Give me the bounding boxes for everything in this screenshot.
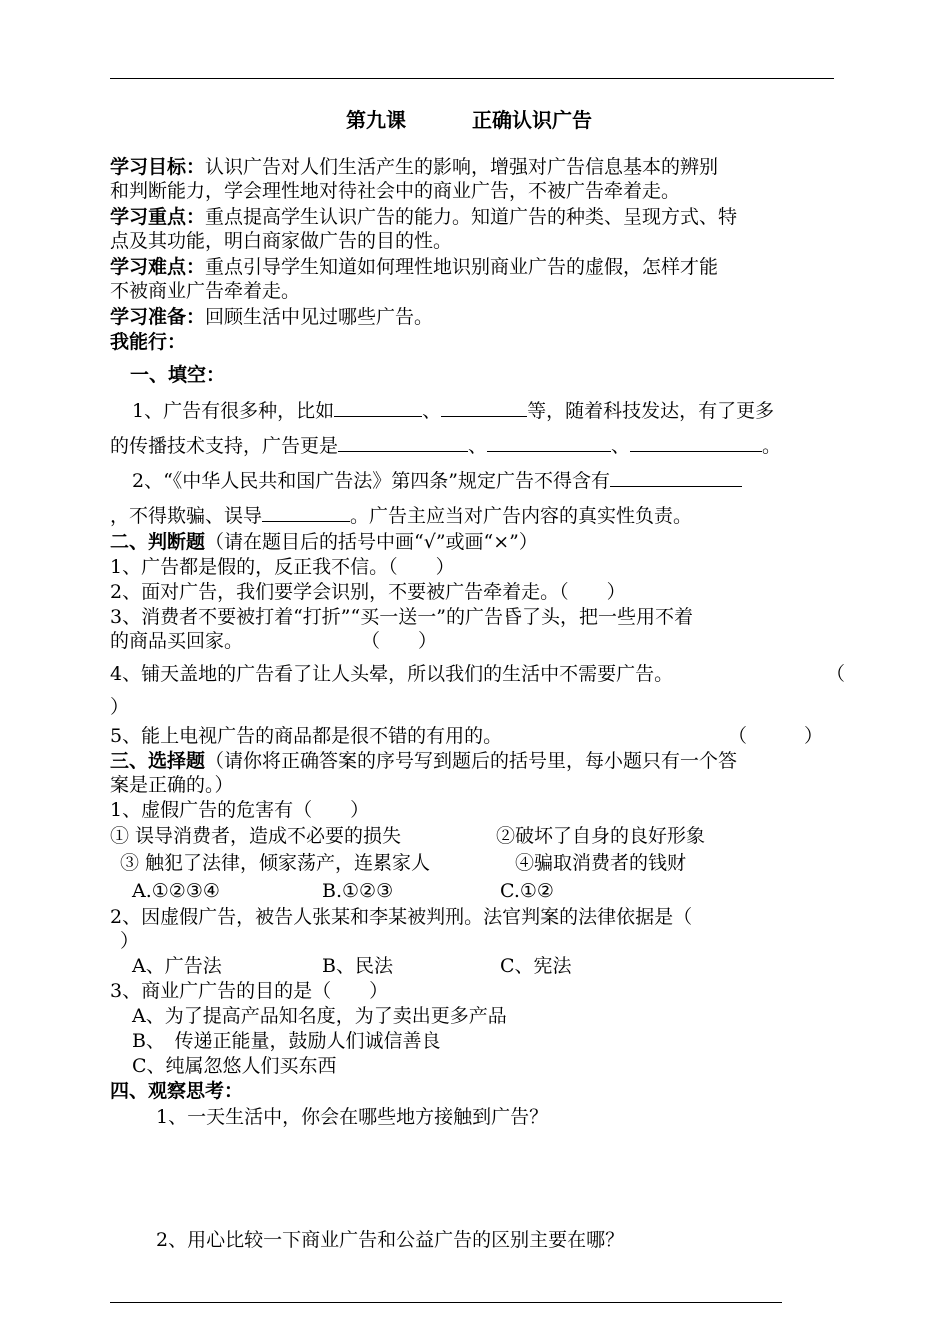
goals-text-2: 和判断能力，学会理性地对待社会中的商业广告，不被广告牵着走。 bbox=[110, 180, 681, 202]
choice-heading-line bbox=[110, 749, 737, 773]
top-rule bbox=[110, 78, 834, 79]
lesson-title: 正确认识广告 bbox=[472, 108, 592, 132]
prep-label: 学习准备： bbox=[110, 306, 206, 328]
can-do-heading: 我能行： bbox=[110, 331, 187, 353]
fill-q2-line-2 bbox=[110, 503, 692, 528]
fill-q1-text-d: 的传播技术支持，广告更是 bbox=[110, 435, 339, 457]
judge-heading-line bbox=[110, 530, 538, 554]
fill-q1-text-a: 1、广告有很多种，比如 bbox=[132, 400, 335, 422]
keypoints-text-2: 点及其功能，明白商家做广告的目的性。 bbox=[110, 230, 453, 252]
choice-q1-answer-c: C.①② bbox=[500, 880, 554, 902]
prep-text: 回顾生活中见过哪些广告。 bbox=[205, 306, 434, 328]
choice-instruction-2: 案是正确的。） bbox=[110, 774, 234, 796]
choice-q1-option-3: ③ 触犯了法律，倾家荡产，连累家人 bbox=[120, 852, 431, 874]
judge-q3-line-2 bbox=[110, 629, 437, 653]
fill-q2-text-b: ，不得欺骗、误导 bbox=[110, 505, 263, 527]
judge-q1: 1、广告都是假的，反正我不信。（ ） bbox=[110, 556, 455, 578]
fill-heading: 一、填空： bbox=[130, 364, 226, 386]
fill-blank-3[interactable] bbox=[338, 433, 468, 452]
prep-line bbox=[110, 305, 433, 329]
choice-q3-answer-c: C、纯属忽悠人们买东西 bbox=[132, 1055, 337, 1077]
choice-q2-line-2: ） bbox=[120, 930, 140, 952]
observe-heading: 四、观察思考： bbox=[110, 1080, 244, 1102]
judge-q4-line-1: 4、铺天盖地的广告看了让人头晕，所以我们的生活中不需要广告。 bbox=[110, 663, 674, 685]
choice-q1-option-2: ②破坏了自身的良好形象 bbox=[496, 825, 706, 847]
fill-q1-sep-2: 、 bbox=[468, 435, 488, 457]
keypoints-line-1 bbox=[110, 205, 737, 229]
choice-q1-option-4: ④骗取消费者的钱财 bbox=[515, 852, 687, 874]
choice-q2-answer-b: B、民法 bbox=[322, 955, 393, 977]
bottom-rule bbox=[110, 1302, 782, 1303]
fill-q2-line-1 bbox=[132, 468, 742, 493]
fill-blank-5[interactable] bbox=[630, 433, 762, 452]
fill-blank-2[interactable] bbox=[441, 398, 527, 417]
fill-blank-4[interactable] bbox=[487, 433, 611, 452]
choice-q2-line-1: 2、因虚假广告，被告人张某和李某被判刑。法官判案的法律依据是（ bbox=[110, 906, 693, 928]
choice-q1-answer-a: A.①②③④ bbox=[132, 880, 220, 902]
difficulties-text-2: 不被商业广告牵着走。 bbox=[110, 280, 301, 302]
choice-q1: 1、虚假广告的危害有（ ） bbox=[110, 799, 370, 821]
fill-q2-text-a: 2、“《中华人民共和国广告法》第四条”规定广告不得含有 bbox=[132, 470, 611, 492]
choice-q2-answer-c: C、宪法 bbox=[500, 955, 572, 977]
goals-line-1 bbox=[110, 155, 718, 179]
judge-q2: 2、面对广告，我们要学会识别，不要被广告牵着走。（ ） bbox=[110, 581, 626, 603]
fill-q1-line-1 bbox=[132, 398, 774, 423]
judge-q3-line-1: 3、消费者不要被打着“打折”“买一送一”的广告昏了头，把一些用不着 bbox=[110, 606, 693, 628]
keypoints-text-1: 重点提高学生认识广告的能力。知道广告的种类、呈现方式、特 bbox=[205, 206, 738, 228]
fill-blank-6[interactable] bbox=[610, 468, 742, 487]
goals-text-1: 认识广告对人们生活产生的影响，增强对广告信息基本的辨别 bbox=[205, 156, 719, 178]
goals-label: 学习目标： bbox=[110, 156, 206, 178]
choice-heading: 三、选择题 bbox=[110, 750, 206, 772]
choice-q3: 3、商业广广告的目的是（ ） bbox=[110, 980, 389, 1002]
observe-q2: 2、用心比较一下商业广告和公益广告的区别主要在哪？ bbox=[156, 1229, 625, 1251]
lesson-number: 第九课 bbox=[346, 108, 406, 132]
judge-q5-paren: （ ） bbox=[728, 725, 824, 747]
choice-q2-answer-a: A、广告法 bbox=[132, 955, 222, 977]
judge-q3-paren: （ ） bbox=[361, 630, 438, 652]
observe-q1: 1、一天生活中，你会在哪些地方接触到广告？ bbox=[156, 1106, 549, 1128]
judge-heading: 二、判断题 bbox=[110, 531, 206, 553]
fill-q1-sep: 、 bbox=[422, 400, 442, 422]
fill-q1-line-2 bbox=[110, 433, 781, 458]
judge-instruction: （请在题目后的括号中画“√”或画“×”） bbox=[205, 531, 538, 553]
fill-blank-1[interactable] bbox=[334, 398, 422, 417]
choice-instruction-1: （请你将正确答案的序号写到题后的括号里，每小题只有一个答 bbox=[205, 750, 738, 772]
judge-q4-paren-close: ） bbox=[110, 696, 130, 718]
fill-blank-7[interactable] bbox=[262, 503, 350, 522]
choice-q3-answer-a: A、为了提高产品知名度，为了卖出更多产品 bbox=[132, 1005, 507, 1027]
judge-q3-text: 的商品买回家。 bbox=[110, 630, 244, 652]
choice-q1-option-1: ① 误导消费者，造成不必要的损失 bbox=[110, 825, 402, 847]
difficulties-label: 学习难点： bbox=[110, 256, 206, 278]
choice-q3-answer-b: B、 传递正能量，鼓励人们诚信善良 bbox=[132, 1030, 441, 1052]
difficulties-text-1: 重点引导学生知道如何理性地识别商业广告的虚假，怎样才能 bbox=[205, 256, 719, 278]
keypoints-label: 学习重点： bbox=[110, 206, 206, 228]
choice-q1-answer-b: B.①②③ bbox=[322, 880, 394, 902]
judge-q5-text: 5、能上电视广告的商品都是很不错的有用的。 bbox=[110, 725, 503, 747]
fill-q1-end: 。 bbox=[762, 435, 782, 457]
judge-q4-paren-open: （ bbox=[826, 663, 846, 685]
difficulties-line-1 bbox=[110, 255, 718, 279]
fill-q2-text-c: 。广告主应当对广告内容的真实性负责。 bbox=[350, 505, 693, 527]
fill-q1-sep-3: 、 bbox=[611, 435, 631, 457]
fill-q1-text-c: 等，随着科技发达，有了更多 bbox=[527, 400, 775, 422]
